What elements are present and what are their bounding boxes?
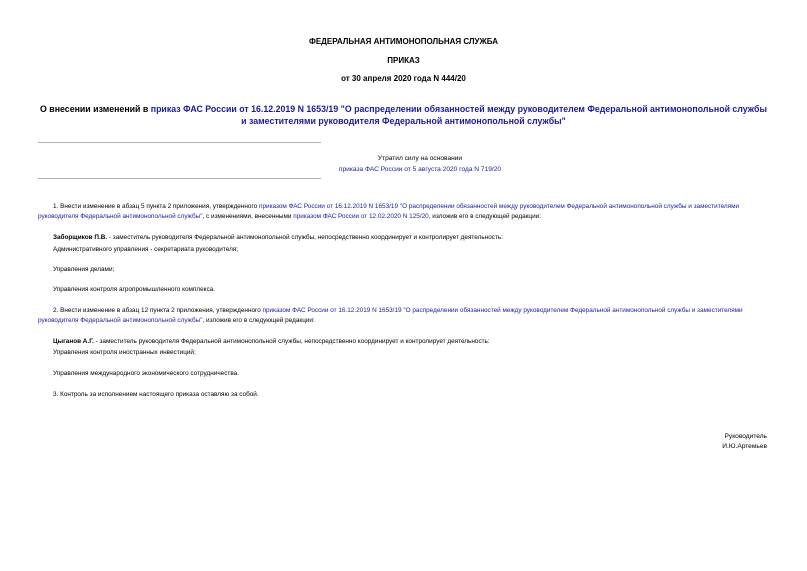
p2-text1: 2. Внести изменение в абзац 12 пункта 2 приложения, утвержденного: [53, 307, 263, 314]
status-note-text: Утратил силу на основании: [377, 155, 463, 162]
tsy-item-2: Управления международного экономического сотрудничества.: [53, 370, 239, 377]
zab-item-1: Административного управления - секретариата руководителя;: [53, 246, 239, 253]
doc-date-number: от 30 апреля 2020 года N 444/20: [341, 74, 466, 83]
signature-name: И.Ю.Артемьев: [722, 443, 767, 450]
p1-link1[interactable]: приказом ФАС России от 16.12.2019 N 1653/19 "О распределении обязанностей между руководителем Федеральной антимонопольной службы и заместителями руководителя Федеральной антимонопольной службы": [38, 203, 740, 220]
p1-link2[interactable]: приказом ФАС России от 12.02.2020 N 125/20: [293, 213, 429, 220]
zab-name: Заборщиков П.В.: [53, 234, 108, 241]
divider-top: [38, 142, 321, 143]
doc-type: ПРИКАЗ: [387, 56, 420, 65]
tsy-item-1: Управления контроля иностранных инвестиций;: [53, 349, 196, 356]
p2-link1[interactable]: приказом ФАС России от 16.12.2019 N 1653/19 "О распределении обязанностей между руководителем Федеральной антимонопольной службы и заместителями руководителя Федеральной антимонопольной службы": [38, 307, 743, 324]
tsy-name: Цыганов А.Г.: [53, 338, 94, 345]
paragraph-2: [38, 306, 773, 326]
agency-name: ФЕДЕРАЛЬНАЯ АНТИМОНОПОЛЬНАЯ СЛУЖБА: [309, 37, 498, 46]
p1-text3: , изложив его в следующей редакции:: [428, 213, 542, 220]
signature-title: Руководитель: [724, 433, 767, 440]
p1-text1: 1. Внести изменение в абзац 5 пункта 2 приложения, утвержденного: [53, 203, 259, 210]
zab-rest: - заместитель руководителя Федеральной антимонопольной службы, непосредственно координирует и контролирует деятельность:: [107, 234, 503, 241]
zab-item-3: Управления контроля агропромышленного комплекса.: [53, 286, 216, 293]
status-note: [300, 153, 540, 175]
signature-block: [722, 432, 767, 452]
title-prefix: О внесении изменений в: [40, 104, 151, 114]
doc-title: [40, 103, 767, 127]
status-note-link[interactable]: приказа ФАС России от 5 августа 2020 года N 719/20: [338, 166, 502, 173]
tsy-rest: - заместитель руководителя Федеральной антимонопольной службы, непосредственно координирует и контролирует деятельность:: [93, 338, 490, 345]
divider-bottom: [38, 178, 321, 179]
zab-item-2: Управления делами;: [53, 266, 115, 273]
title-link[interactable]: приказ ФАС России от 16.12.2019 N 1653/19 "О распределении обязанностей между руководителем Федеральной антимонопольной службы и заместителями руководителя Федеральной антимонопольной службы": [150, 104, 767, 126]
p2-text2: , изложив его в следующей редакции:: [202, 317, 315, 324]
zab-paragraph: [38, 233, 773, 243]
tsy-paragraph: [38, 337, 773, 347]
paragraph-1: [38, 202, 773, 222]
p1-text2: , с изменениями, внесенными: [202, 213, 294, 220]
paragraph-3: 3. Контроль за исполнением настоящего приказа оставляю за собой.: [53, 391, 259, 398]
